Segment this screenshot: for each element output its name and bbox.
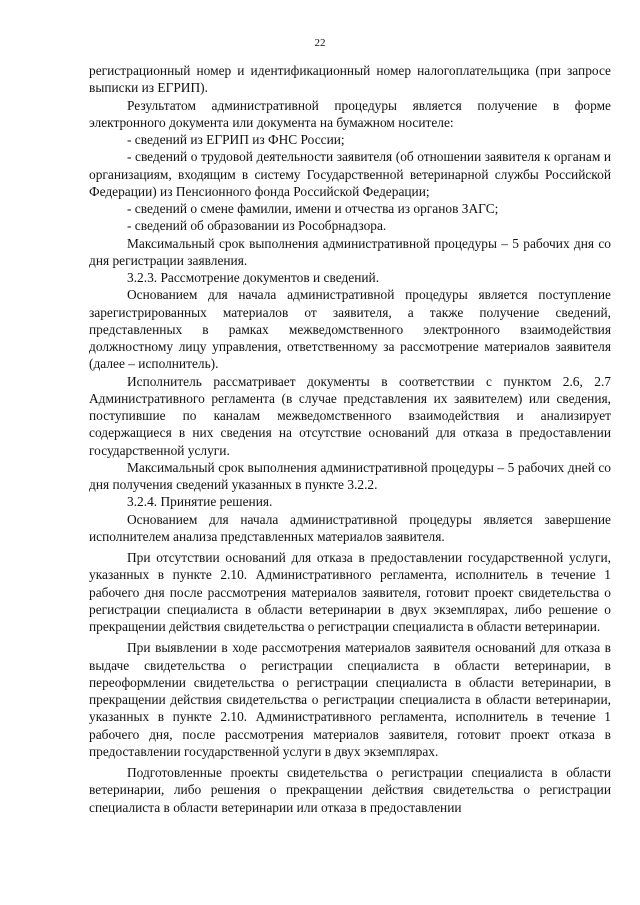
paragraph: При отсутствии оснований для отказа в предоставлении государственной услуги, указанных в пункте 2.10. Административного регламента, исполнитель в течение 1 рабочего дня после рассмотрения материалов заявителя, готовит проект свидетельства о регистрации специалиста в области ветеринарии в двух экземплярах, либо решение о прекращении действия свидетельства о регистрации специалиста в области ветеринарии. [89, 550, 611, 634]
section-heading: 3.2.3. Рассмотрение документов и сведений. [127, 270, 380, 285]
list-item: - сведений о трудовой деятельности заявителя (об отношении заявителя к органам и организациям, входящим в систему Государственной ветеринарной службы Российской Федерации) из Пенсионного фонда Российской Федерации; [89, 149, 611, 199]
paragraph: При выявлении в ходе рассмотрения материалов заявителя оснований для отказа в выдаче свидетельства о регистрации специалиста в области ветеринарии, в переоформлении свидетельства о регистрации специалиста в области ветеринарии, в прекращении действия свидетельства о регистрации специалиста в области ветеринарии, указанных в пункте 2.10. Административного регламента, исполнитель в течение 1 рабочего дня, после рассмотрения материалов заявителя, готовит проект отказа в предоставлении государственной услуги в двух экземплярах. [89, 640, 611, 759]
page-number: 22 [314, 37, 326, 49]
paragraph: Подготовленные проекты свидетельства о регистрации специалиста в области ветеринарии, либо решения о прекращении действия свидетельства о регистрации специалиста в области ветеринарии или отказа в предоставлении [89, 765, 611, 815]
section-heading: 3.2.4. Принятие решения. [127, 494, 273, 510]
paragraph: Максимальный срок выполнения административной процедуры – 5 рабочих дней со дня получения сведений указанных в пункте 3.2.2. [89, 459, 611, 492]
list-item: - сведений о смене фамилии, имени и отчества из органов ЗАГС; [127, 201, 499, 216]
paragraph: регистрационный номер и идентификационный номер налогоплательщика (при запросе выписки из ЕГРИП). [89, 63, 611, 96]
paragraph: Исполнитель рассматривает документы в соответствии с пунктом 2.6, 2.7 Административного регламента (в случае представления их заявителем) или сведения, поступившие по каналам межведомственного взаимодействия и анализирует содержащиеся в них сведения на отсутствие оснований для отказа в предоставлении государственной услуги. [89, 373, 611, 458]
paragraph: Максимальный срок выполнения административной процедуры – 5 рабочих дня со дня регистрации заявления. [89, 235, 611, 268]
list-item: - сведений об образовании из Рособрнадзора. [127, 218, 387, 234]
document-body [89, 62, 611, 816]
paragraph: Основанием для начала административной процедуры является поступление зарегистрированных материалов от заявителя, а также получение сведений, представленных в рамках межведомственного электронного взаимодействия должностному лицу управления, ответственному за рассмотрение материалов заявителя (далее – исполнитель). [89, 287, 611, 372]
paragraph: Основанием для начала административной процедуры является завершение исполнителем анализа представленных материалов заявителя. [89, 511, 611, 544]
list-item: - сведений из ЕГРИП из ФНС России; [127, 132, 345, 147]
paragraph: Результатом административной процедуры является получение в форме электронного документа или документа на бумажном носителе: [89, 97, 611, 130]
